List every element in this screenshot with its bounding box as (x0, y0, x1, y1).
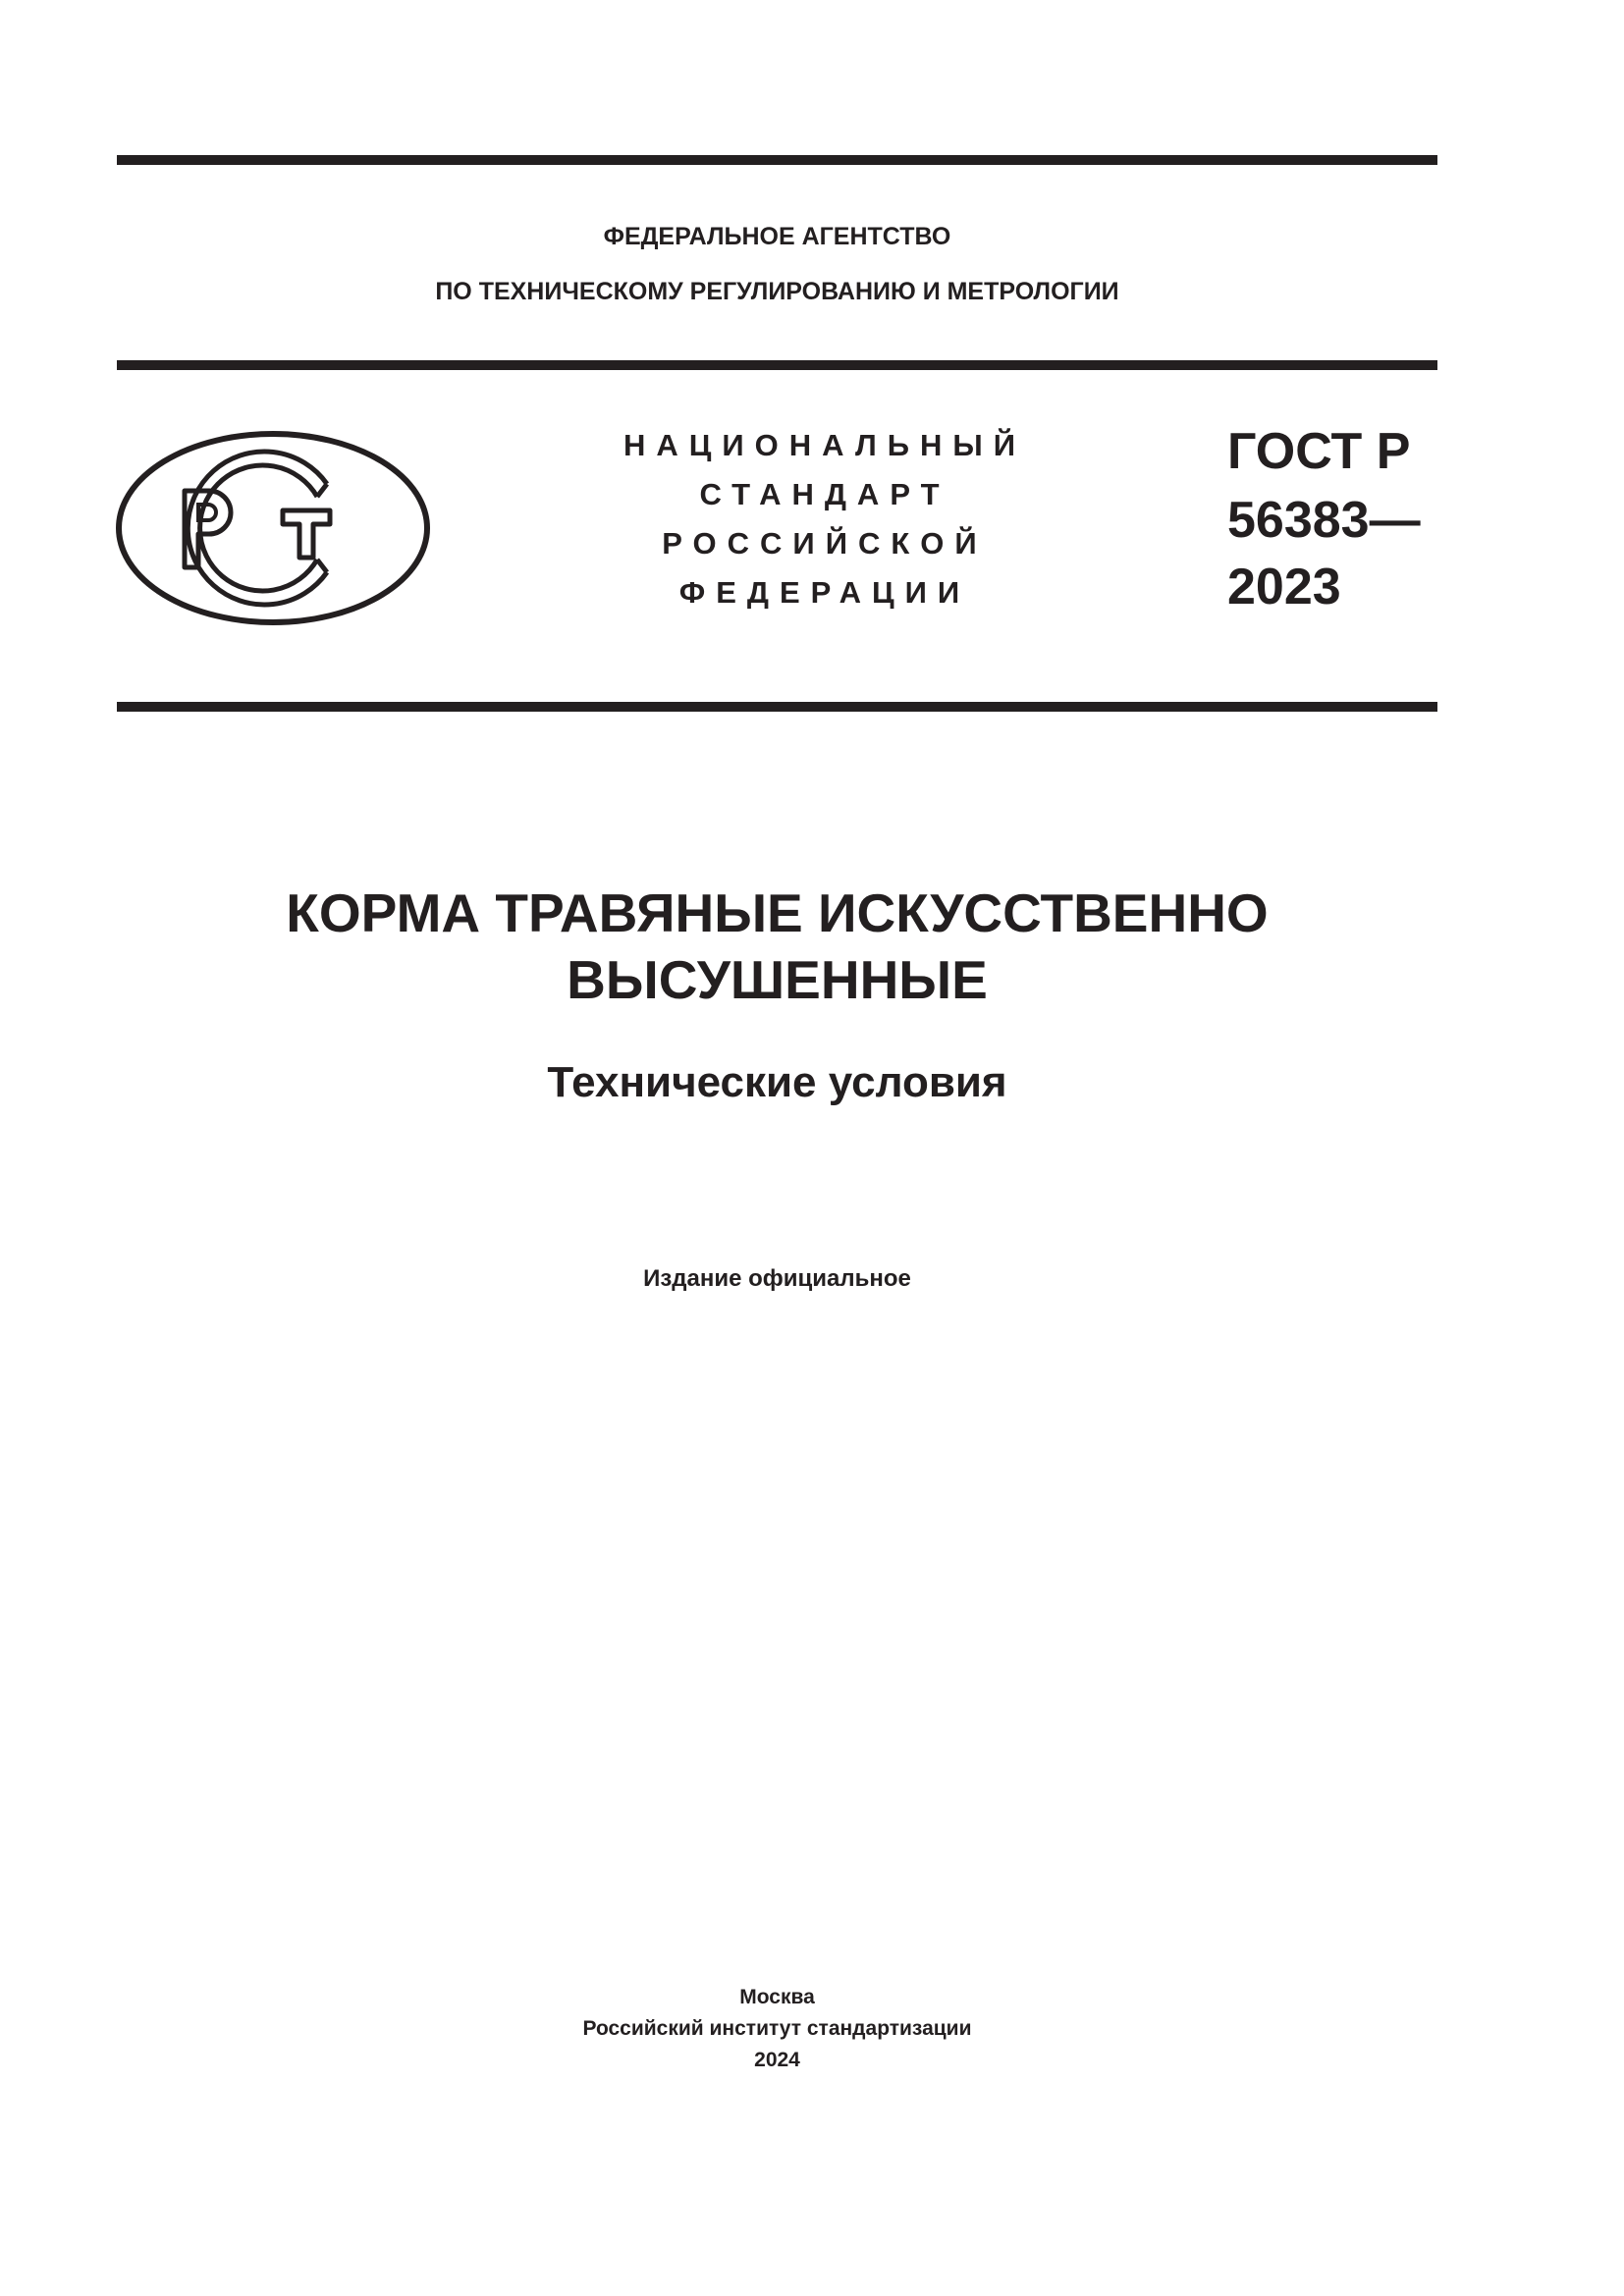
standard-designation-line-2: 56383— (1227, 492, 1421, 549)
document-title-line-1: КОРМА ТРАВЯНЫЕ ИСКУССТВЕННО (286, 882, 1269, 943)
standard-block-bottom-rule (117, 702, 1437, 712)
header-bottom-rule (117, 360, 1437, 370)
document-subtitle: Технические условия (547, 1058, 1007, 1106)
imprint-publisher: Российский институт стандартизации (582, 2017, 972, 2040)
imprint-city: Москва (739, 1986, 815, 2008)
document-title-line-2: ВЫСУШЕННЫЕ (567, 949, 988, 1010)
agency-name-line-2: ПО ТЕХНИЧЕСКОМУ РЕГУЛИРОВАНИЮ И МЕТРОЛОГИИ (435, 278, 1119, 305)
imprint-year: 2024 (754, 2049, 800, 2071)
national-standard-line-1: НАЦИОНАЛЬНЫЙ (623, 428, 1027, 462)
standard-designation-line-3: 2023 (1227, 559, 1341, 615)
rst-conformity-mark-icon (116, 430, 430, 626)
agency-name-line-1: ФЕДЕРАЛЬНОЕ АГЕНТСТВО (603, 223, 951, 250)
national-standard-line-3: РОССИЙСКОЙ (662, 526, 988, 561)
top-rule (117, 155, 1437, 165)
edition-note: Издание официальное (643, 1265, 911, 1292)
standard-designation-line-1: ГОСТ Р (1227, 423, 1411, 480)
national-standard-line-2: СТАНДАРТ (699, 477, 950, 511)
national-standard-line-4: ФЕДЕРАЦИИ (678, 575, 971, 610)
